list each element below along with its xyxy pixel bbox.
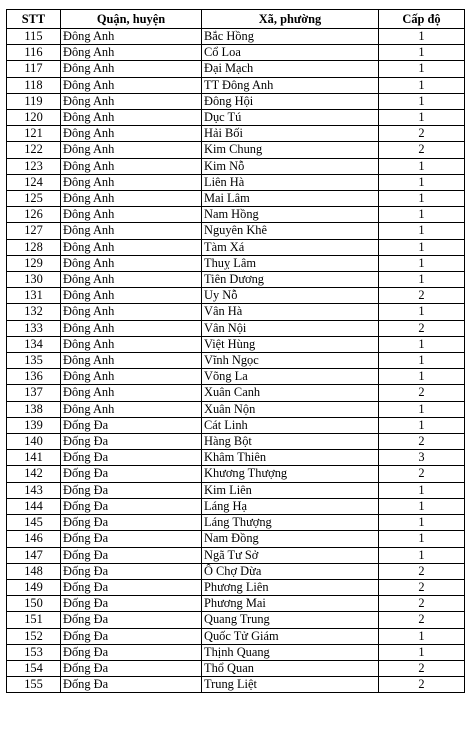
cell-ward: Quang Trung [202, 612, 379, 628]
cell-level: 1 [379, 353, 465, 369]
table-row [7, 401, 465, 417]
cell-level: 1 [379, 93, 465, 109]
cell-ward: Vân Hà [202, 304, 379, 320]
cell-level: 2 [379, 288, 465, 304]
cell-district: Đông Anh [61, 110, 202, 126]
table-row [7, 434, 465, 450]
cell-stt: 126 [7, 207, 61, 223]
table-row [7, 304, 465, 320]
cell-district: Đống Đa [61, 547, 202, 563]
cell-district: Đống Đa [61, 417, 202, 433]
cell-ward: Đông Hội [202, 93, 379, 109]
table-row [7, 466, 465, 482]
cell-district: Đông Anh [61, 401, 202, 417]
header-district: Quận, huyện [61, 10, 202, 29]
cell-district: Đống Đa [61, 660, 202, 676]
cell-level: 1 [379, 304, 465, 320]
cell-stt: 153 [7, 644, 61, 660]
cell-ward: Phương Liên [202, 579, 379, 595]
cell-ward: Nam Hồng [202, 207, 379, 223]
cell-stt: 133 [7, 320, 61, 336]
cell-stt: 135 [7, 353, 61, 369]
cell-level: 1 [379, 644, 465, 660]
cell-district: Đông Anh [61, 142, 202, 158]
ward-level-table [6, 9, 465, 693]
table-row [7, 29, 465, 45]
cell-level: 2 [379, 596, 465, 612]
cell-ward: Tàm Xá [202, 239, 379, 255]
table-row [7, 369, 465, 385]
cell-level: 2 [379, 579, 465, 595]
cell-ward: Hải Bối [202, 126, 379, 142]
cell-level: 2 [379, 660, 465, 676]
table-row [7, 336, 465, 352]
cell-ward: Mai Lâm [202, 191, 379, 207]
cell-stt: 151 [7, 612, 61, 628]
cell-district: Đống Đa [61, 596, 202, 612]
cell-ward: Ô Chợ Dừa [202, 563, 379, 579]
cell-ward: Tiên Dương [202, 272, 379, 288]
cell-stt: 122 [7, 142, 61, 158]
cell-district: Đông Anh [61, 353, 202, 369]
cell-district: Đông Anh [61, 320, 202, 336]
cell-stt: 124 [7, 174, 61, 190]
cell-ward: Nguyên Khê [202, 223, 379, 239]
table-row [7, 660, 465, 676]
cell-ward: Trung Liệt [202, 677, 379, 693]
cell-level: 1 [379, 191, 465, 207]
cell-stt: 143 [7, 482, 61, 498]
header-level: Cấp độ [379, 10, 465, 29]
table-row [7, 126, 465, 142]
cell-ward: Uy Nỗ [202, 288, 379, 304]
cell-ward: Việt Hùng [202, 336, 379, 352]
cell-level: 1 [379, 401, 465, 417]
table-row [7, 93, 465, 109]
cell-level: 1 [379, 207, 465, 223]
table-row [7, 677, 465, 693]
cell-ward: Thuỵ Lâm [202, 255, 379, 271]
cell-district: Đống Đa [61, 628, 202, 644]
cell-district: Đống Đa [61, 450, 202, 466]
cell-level: 1 [379, 482, 465, 498]
cell-level: 1 [379, 29, 465, 45]
table-row [7, 142, 465, 158]
table-row [7, 223, 465, 239]
table-row [7, 174, 465, 190]
table-row [7, 207, 465, 223]
table-row [7, 110, 465, 126]
cell-ward: Bắc Hồng [202, 29, 379, 45]
cell-level: 1 [379, 515, 465, 531]
cell-stt: 150 [7, 596, 61, 612]
table-row [7, 255, 465, 271]
cell-level: 1 [379, 61, 465, 77]
cell-district: Đông Anh [61, 255, 202, 271]
cell-ward: Xuân Nộn [202, 401, 379, 417]
cell-district: Đống Đa [61, 677, 202, 693]
cell-stt: 118 [7, 77, 61, 93]
cell-district: Đông Anh [61, 158, 202, 174]
cell-level: 1 [379, 547, 465, 563]
cell-stt: 116 [7, 45, 61, 61]
table-row [7, 45, 465, 61]
table-row [7, 547, 465, 563]
cell-ward: Thổ Quan [202, 660, 379, 676]
table-row [7, 531, 465, 547]
cell-stt: 128 [7, 239, 61, 255]
cell-ward: Phương Mai [202, 596, 379, 612]
cell-district: Đống Đa [61, 531, 202, 547]
cell-district: Đông Anh [61, 61, 202, 77]
cell-level: 1 [379, 336, 465, 352]
cell-stt: 130 [7, 272, 61, 288]
cell-level: 1 [379, 272, 465, 288]
cell-district: Đông Anh [61, 288, 202, 304]
cell-district: Đống Đa [61, 466, 202, 482]
cell-stt: 149 [7, 579, 61, 595]
table-row [7, 191, 465, 207]
cell-stt: 140 [7, 434, 61, 450]
cell-stt: 139 [7, 417, 61, 433]
cell-district: Đông Anh [61, 93, 202, 109]
cell-district: Đông Anh [61, 239, 202, 255]
cell-level: 2 [379, 434, 465, 450]
cell-stt: 152 [7, 628, 61, 644]
table-row [7, 417, 465, 433]
cell-district: Đống Đa [61, 498, 202, 514]
cell-stt: 136 [7, 369, 61, 385]
cell-ward: Cổ Loa [202, 45, 379, 61]
table-row [7, 563, 465, 579]
cell-level: 2 [379, 563, 465, 579]
cell-stt: 155 [7, 677, 61, 693]
cell-level: 1 [379, 223, 465, 239]
cell-stt: 120 [7, 110, 61, 126]
table-row [7, 61, 465, 77]
cell-stt: 125 [7, 191, 61, 207]
cell-level: 1 [379, 77, 465, 93]
table-header [7, 10, 465, 29]
cell-district: Đông Anh [61, 174, 202, 190]
cell-stt: 134 [7, 336, 61, 352]
cell-district: Đông Anh [61, 272, 202, 288]
table-row [7, 320, 465, 336]
cell-stt: 154 [7, 660, 61, 676]
cell-ward: Khâm Thiên [202, 450, 379, 466]
table-row [7, 482, 465, 498]
cell-ward: Quốc Tử Giám [202, 628, 379, 644]
cell-level: 2 [379, 126, 465, 142]
cell-ward: Nam Đồng [202, 531, 379, 547]
cell-ward: Xuân Canh [202, 385, 379, 401]
cell-level: 2 [379, 385, 465, 401]
cell-district: Đông Anh [61, 191, 202, 207]
cell-district: Đống Đa [61, 579, 202, 595]
cell-level: 1 [379, 158, 465, 174]
table-row [7, 498, 465, 514]
cell-district: Đông Anh [61, 369, 202, 385]
cell-ward: Hàng Bột [202, 434, 379, 450]
header-stt: STT [7, 10, 61, 29]
cell-ward: Võng La [202, 369, 379, 385]
cell-stt: 132 [7, 304, 61, 320]
cell-ward: Thịnh Quang [202, 644, 379, 660]
cell-district: Đông Anh [61, 385, 202, 401]
cell-stt: 147 [7, 547, 61, 563]
cell-ward: Láng Hạ [202, 498, 379, 514]
cell-ward: Vĩnh Ngọc [202, 353, 379, 369]
cell-level: 1 [379, 417, 465, 433]
table-row [7, 450, 465, 466]
cell-district: Đông Anh [61, 336, 202, 352]
cell-level: 2 [379, 677, 465, 693]
cell-level: 1 [379, 239, 465, 255]
cell-level: 3 [379, 450, 465, 466]
cell-ward: Vân Nội [202, 320, 379, 336]
cell-ward: Cát Linh [202, 417, 379, 433]
cell-district: Đông Anh [61, 45, 202, 61]
cell-level: 2 [379, 612, 465, 628]
cell-level: 1 [379, 45, 465, 61]
cell-level: 1 [379, 628, 465, 644]
cell-stt: 117 [7, 61, 61, 77]
cell-district: Đống Đa [61, 612, 202, 628]
table-row [7, 612, 465, 628]
cell-stt: 138 [7, 401, 61, 417]
header-row [7, 10, 465, 29]
cell-district: Đông Anh [61, 29, 202, 45]
cell-district: Đông Anh [61, 207, 202, 223]
cell-level: 2 [379, 320, 465, 336]
cell-stt: 145 [7, 515, 61, 531]
cell-stt: 137 [7, 385, 61, 401]
cell-district: Đông Anh [61, 223, 202, 239]
cell-district: Đông Anh [61, 304, 202, 320]
table-row [7, 579, 465, 595]
cell-level: 1 [379, 531, 465, 547]
cell-ward: Kim Chung [202, 142, 379, 158]
header-ward: Xã, phường [202, 10, 379, 29]
cell-ward: Kim Nỗ [202, 158, 379, 174]
table-row [7, 158, 465, 174]
cell-ward: Láng Thượng [202, 515, 379, 531]
cell-level: 1 [379, 174, 465, 190]
cell-ward: TT Đông Anh [202, 77, 379, 93]
cell-stt: 129 [7, 255, 61, 271]
cell-district: Đống Đa [61, 482, 202, 498]
table-row [7, 77, 465, 93]
table-row [7, 596, 465, 612]
cell-stt: 127 [7, 223, 61, 239]
table-row [7, 353, 465, 369]
cell-level: 2 [379, 466, 465, 482]
cell-stt: 123 [7, 158, 61, 174]
cell-stt: 144 [7, 498, 61, 514]
table-row [7, 288, 465, 304]
cell-ward: Khương Thượng [202, 466, 379, 482]
cell-stt: 131 [7, 288, 61, 304]
cell-district: Đông Anh [61, 77, 202, 93]
table-row [7, 385, 465, 401]
cell-stt: 148 [7, 563, 61, 579]
cell-district: Đống Đa [61, 515, 202, 531]
table-row [7, 628, 465, 644]
cell-ward: Đại Mạch [202, 61, 379, 77]
cell-district: Đống Đa [61, 644, 202, 660]
cell-district: Đông Anh [61, 126, 202, 142]
cell-level: 1 [379, 369, 465, 385]
cell-district: Đống Đa [61, 434, 202, 450]
cell-stt: 141 [7, 450, 61, 466]
table-row [7, 239, 465, 255]
table-row [7, 644, 465, 660]
cell-ward: Dục Tú [202, 110, 379, 126]
cell-ward: Liên Hà [202, 174, 379, 190]
cell-ward: Ngã Tư Sở [202, 547, 379, 563]
cell-level: 1 [379, 255, 465, 271]
cell-stt: 119 [7, 93, 61, 109]
cell-district: Đống Đa [61, 563, 202, 579]
table-row [7, 515, 465, 531]
table-body [7, 29, 465, 693]
cell-level: 1 [379, 498, 465, 514]
cell-stt: 142 [7, 466, 61, 482]
cell-stt: 115 [7, 29, 61, 45]
cell-level: 1 [379, 110, 465, 126]
cell-level: 2 [379, 142, 465, 158]
cell-stt: 121 [7, 126, 61, 142]
cell-stt: 146 [7, 531, 61, 547]
table-row [7, 272, 465, 288]
cell-ward: Kim Liên [202, 482, 379, 498]
